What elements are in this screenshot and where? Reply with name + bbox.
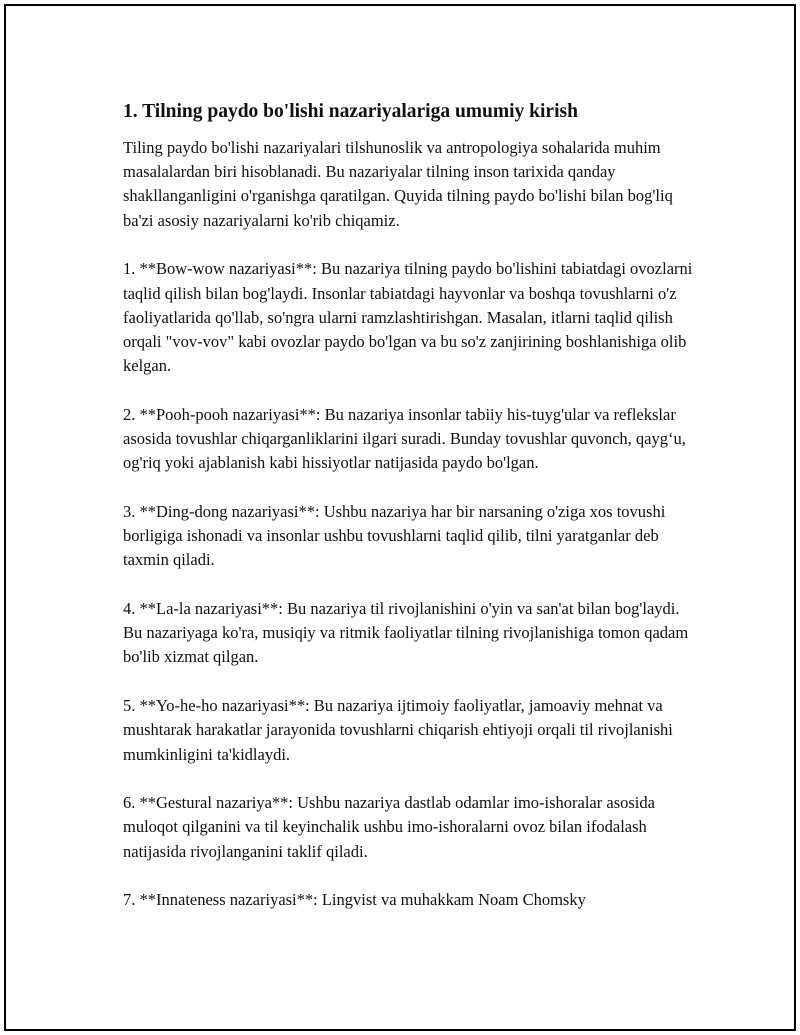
intro-paragraph: Tiling paydo bo'lishi nazariyalari tilshunoslik va antropologiya sohalarida muhim masalalardan biri hisoblanadi. Bu nazariyalar tilning inson tarixida qanday shakllanganligini o'rganishga qaratilgan. Quyida tilning paydo bo'lishi bilan bog'liq ba'zi asosiy nazariyalarni ko'rib chiqamiz. <box>123 138 673 230</box>
document-body <box>120 98 700 937</box>
paragraph-yo-he-ho: 5. **Yo-he-ho nazariyasi**: Bu nazariya ijtimoiy faoliyatlar, jamoaviy mehnat va mushtarak harakatlar jarayonida tovushlarni chiqarish ehtiyoji orqali til rivojlanishi mumkinligini ta'kidlaydi. <box>123 696 673 764</box>
paragraph-innateness: 7. **Innateness nazariyasi**: Lingvist va muhakkam Noam Chomsky <box>123 890 586 910</box>
paragraph-gestural: 6. **Gestural nazariya**: Ushbu nazariya dastlab odamlar imo-ishoralar asosida muloqot qilganini va til keyinchalik ushbu imo-ishoralarni ovoz bilan ifodalash natijasida rivojlanganini taklif qiladi. <box>123 793 655 861</box>
document-page <box>4 4 796 1031</box>
paragraph-ding-dong: 3. **Ding-dong nazariyasi**: Ushbu nazariya har bir narsaning o'ziga xos tovushi borligiga ishonadi va insonlar ushbu tovushlarni taqlid qilib, tilni yaratganlar deb taxmin qiladi. <box>123 501 666 570</box>
section-heading: 1. Tilning paydo bo'lishi nazariyalariga umumiy kirish <box>123 101 578 122</box>
paragraph-bow-wow: 1. **Bow-wow nazariyasi**: Bu nazariya tilning paydo bo'lishini tabiatdagi ovozlarni taqlid qilish bilan bog'laydi. Insonlar tabiatdagi hayvonlar va boshqa tovushlarni o'z faoliyatlarida qo'llab, so'ngra ularni ramzlashtirishgan. Masalan, itlarni taqlid qilish orqali "vov-vov" kabi ovozlar paydo bo'lgan va bu so'z zanjirining boshlanishiga olib kelgan. <box>123 259 693 376</box>
paragraph-pooh-pooh: 2. **Pooh-pooh nazariyasi**: Bu nazariya insonlar tabiiy his-tuyg'ular va reflekslar asosida tovushlar chiqarganliklarini ilgari suradi. Bunday tovushlar quvonch, qayg‘u, og'riq yoki ajablanish kabi hissiyotlar natijasida paydo bo'lgan. <box>123 404 686 473</box>
paragraph-la-la: 4. **La-la nazariyasi**: Bu nazariya til rivojlanishini o'yin va san'at bilan bog'laydi. Bu nazariyaga ko'ra, musiqiy va ritmik faoliyatlar tilning rivojlanishiga tomon qadam bo'lib xizmat qilgan. <box>123 599 689 667</box>
